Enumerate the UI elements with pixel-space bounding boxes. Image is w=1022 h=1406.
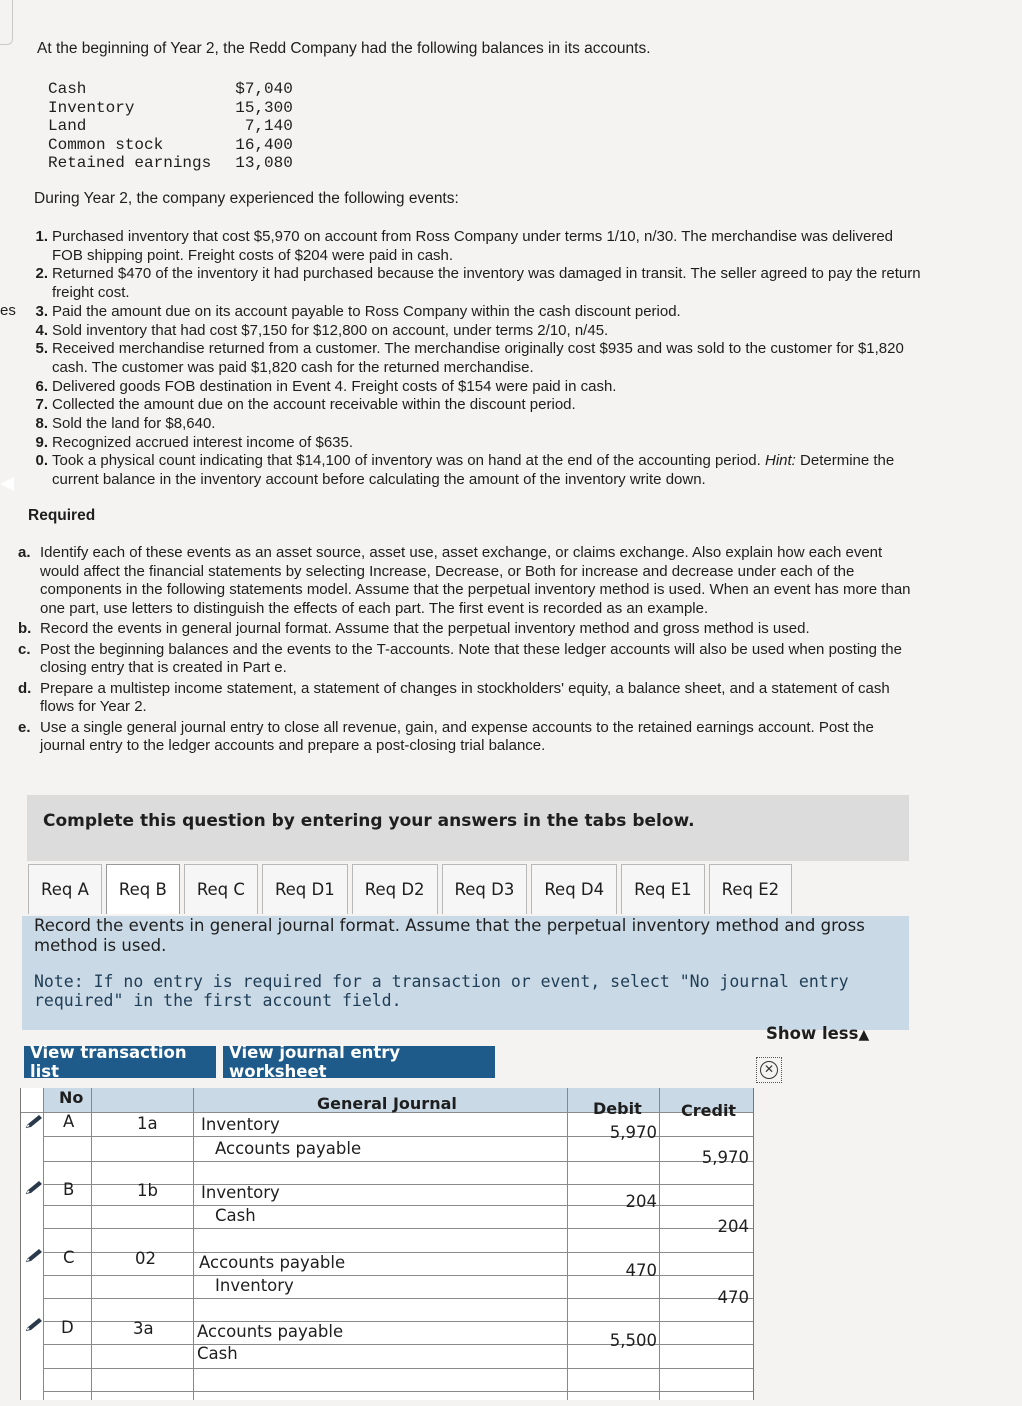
event-text: Returned $470 of the inventory it had purchased because the inventory was damaged in transit. The seller agreed to pay the return freight cost.: [52, 265, 921, 302]
event-item: [24, 452, 924, 489]
grid-line: [43, 1161, 753, 1162]
grid-line: [43, 1368, 753, 1369]
requirement-text: Use a single general journal entry to close all revenue, gain, and expense accounts to the retained earnings account. Post the journal entry to the ledger accounts and prepare a post-closing trial balance.: [40, 718, 874, 754]
balance-amount: 16,400: [235, 135, 293, 154]
view-journal-entry-worksheet-button[interactable]: View journal entry worksheet: [223, 1046, 495, 1078]
pencil-icon[interactable]: [24, 1248, 44, 1264]
balance-amount: $7,040: [235, 80, 293, 98]
tab-req-a[interactable]: Req A: [28, 864, 102, 914]
requirement-item: [18, 719, 918, 756]
event-item: [24, 378, 924, 397]
event-text-main: Took a physical count indicating that $14,100 of inventory was on hand at the end of the accounting period.: [52, 452, 761, 470]
header-debit: Debit: [593, 1099, 642, 1118]
balance-row: [48, 154, 293, 173]
grid-line: [43, 1088, 44, 1400]
credit-account[interactable]: Inventory: [215, 1276, 294, 1295]
entry-event: 1a: [137, 1114, 158, 1133]
requirement-item: [18, 544, 918, 618]
balance-row: [48, 80, 293, 99]
balance-account: Cash: [48, 80, 87, 98]
event-number: 2.: [35, 265, 48, 283]
debit-account[interactable]: Accounts payable: [199, 1253, 346, 1272]
credit-amount[interactable]: 470: [717, 1288, 749, 1307]
events-list: [24, 228, 924, 490]
event-text: Received merchandise returned from a customer. The merchandise originally cost $935 and was sold to the customer for $1,820 cash. The customer was paid $1,820 cash for the returned merchandise.: [52, 340, 904, 376]
event-number: 6.: [35, 377, 48, 395]
window-frame-corner: [0, 0, 13, 45]
debit-amount[interactable]: 5,970: [609, 1123, 657, 1142]
entry-no: A: [63, 1112, 75, 1131]
event-number: 7.: [35, 396, 48, 414]
entry-no: D: [61, 1318, 74, 1337]
event-text: Paid the amount due on its account payable to Ross Company within the cash discount period.: [52, 302, 681, 320]
beginning-balances-table: [48, 80, 293, 173]
pencil-icon[interactable]: [24, 1180, 44, 1196]
event-number: 8.: [35, 415, 48, 433]
debit-account[interactable]: Inventory: [201, 1115, 280, 1134]
event-number: 5.: [35, 340, 48, 358]
triangle-up-icon: ▲: [858, 1027, 870, 1043]
balance-account: Land: [48, 117, 87, 135]
view-transaction-list-button[interactable]: View transaction list: [24, 1046, 216, 1078]
requirement-text: Identify each of these events as an asset source, asset use, asset exchange, or claims exchange. Also explain how each event would affect the financial statements by selecting Increase, Decrease, or Both for increase and decrease under each of the components in the following statements model. Assume that the perpetual inventory method is used. When an event has more than one part, use letters to distinguish the effects of each part. The first event is recorded as an example.: [40, 544, 911, 617]
requirement-item: [18, 620, 918, 639]
requirement-letter: e.: [18, 718, 31, 736]
grid-line: [193, 1088, 194, 1400]
tab-req-d3[interactable]: Req D3: [442, 864, 528, 914]
header-general-journal: General Journal: [317, 1094, 457, 1113]
event-item: [24, 322, 924, 341]
header-credit: Credit: [681, 1101, 737, 1120]
pencil-icon[interactable]: [24, 1317, 44, 1333]
event-text: [52, 452, 924, 489]
credit-account[interactable]: Cash: [197, 1344, 238, 1363]
tab-req-e1[interactable]: Req E1: [621, 864, 705, 914]
balance-amount: 13,080: [235, 154, 293, 172]
instruction-note: Note: If no entry is required for a transaction or event, select "No journal entry required" in the first account field.: [34, 972, 849, 1010]
show-less-link[interactable]: [766, 1024, 869, 1043]
event-item: [24, 340, 924, 377]
requirement-text: Post the beginning balances and the events to the T-accounts. Note that these ledger accounts will also be used when posting the closing entry that is created in Part e.: [40, 640, 902, 676]
event-text: Delivered goods FOB destination in Event 4. Freight costs of $154 were paid in cash.: [52, 377, 617, 395]
event-text: Recognized accrued interest income of $635.: [52, 433, 354, 451]
instruction-text: Record the events in general journal format. Assume that the perpetual inventory method and gross method is used.: [34, 916, 865, 955]
pencil-icon[interactable]: [24, 1114, 44, 1130]
balance-row: [48, 99, 293, 118]
requirements-list: [18, 544, 918, 758]
grid-line: [659, 1088, 660, 1400]
requirement-text: Record the events in general journal format. Assume that the perpetual inventory method and gross method is used.: [40, 620, 810, 637]
instruction-panel: [22, 916, 909, 1030]
show-less-label: Show less: [766, 1024, 859, 1043]
side-clipped-text: es: [0, 302, 16, 319]
credit-amount[interactable]: 5,970: [701, 1148, 749, 1167]
event-item: [24, 228, 924, 265]
entry-no: C: [63, 1248, 75, 1267]
hint-text: Determine the current balance in the inventory account before calculating the amount of the inventory write down.: [52, 452, 895, 489]
debit-account[interactable]: Accounts payable: [197, 1322, 344, 1341]
debit-amount[interactable]: 204: [625, 1192, 657, 1211]
requirement-text: Prepare a multistep income statement, a statement of changes in stockholders' equity, a balance sheet, and a statement of cash flows for Year 2.: [40, 679, 890, 715]
credit-amount[interactable]: 204: [717, 1217, 749, 1236]
event-item: [24, 434, 924, 453]
entry-no: B: [63, 1180, 75, 1199]
tab-req-b[interactable]: Req B: [106, 864, 180, 914]
general-journal-table: [20, 1088, 754, 1400]
credit-account[interactable]: Accounts payable: [215, 1139, 362, 1158]
debit-amount[interactable]: 470: [625, 1261, 657, 1280]
left-arrow-icon: [0, 477, 14, 491]
event-item: [24, 396, 924, 415]
event-number: 4.: [35, 321, 48, 339]
balance-account: Inventory: [48, 98, 135, 117]
entry-event: 3a: [133, 1319, 154, 1338]
event-text: Sold inventory that had cost $7,150 for $12,800 on account, under terms 2/10, n/45.: [52, 321, 609, 339]
entry-event: 1b: [137, 1181, 158, 1200]
complete-question-banner: [27, 795, 909, 861]
tab-req-e2[interactable]: Req E2: [709, 864, 793, 914]
event-item: [24, 265, 924, 302]
event-text: Collected the amount due on the account receivable within the discount period.: [52, 396, 576, 414]
grid-line: [567, 1088, 568, 1400]
balance-row: [48, 117, 293, 136]
entry-event: 02: [135, 1249, 156, 1268]
hint-label: Hint:: [765, 452, 796, 470]
requirement-letter: a.: [18, 544, 31, 561]
event-text: Sold the land for $8,640.: [52, 415, 216, 433]
balance-amount: 7,140: [244, 117, 293, 135]
event-number: 0.: [35, 452, 48, 470]
tab-req-d2[interactable]: Req D2: [352, 864, 438, 914]
requirement-letter: d.: [18, 679, 32, 697]
requirement-letter: b.: [18, 620, 32, 637]
grid-line: [43, 1228, 753, 1229]
complete-question-text: Complete this question by entering your answers in the tabs below.: [43, 811, 695, 831]
balance-account: Common stock: [48, 135, 164, 154]
requirement-letter: c.: [18, 640, 31, 658]
tab-req-d4[interactable]: Req D4: [531, 864, 617, 914]
event-number: 3.: [35, 302, 48, 320]
requirement-item: [18, 680, 918, 717]
event-item: [24, 415, 924, 434]
tab-req-d1[interactable]: Req D1: [262, 864, 348, 914]
credit-account[interactable]: Cash: [215, 1206, 256, 1225]
intro-text: At the beginning of Year 2, the Redd Company had the following balances in its accounts.: [37, 40, 651, 57]
debit-account[interactable]: Inventory: [201, 1183, 280, 1202]
event-item: [24, 303, 924, 322]
balance-amount: 15,300: [235, 98, 293, 117]
event-text: Purchased inventory that cost $5,970 on account from Ross Company under terms 1/10, n/30. The merchandise was delivered FOB shipping point. Freight costs of $204 were paid in cash.: [52, 228, 894, 264]
balance-row: [48, 136, 293, 155]
tab-req-c[interactable]: Req C: [184, 864, 258, 914]
debit-amount[interactable]: 5,500: [609, 1331, 657, 1350]
grid-line: [43, 1391, 753, 1392]
requirement-tabs: [28, 860, 796, 916]
balance-account: Retained earnings: [48, 154, 212, 172]
grid-line: [91, 1088, 92, 1400]
header-no: No: [59, 1088, 84, 1107]
events-intro: During Year 2, the company experienced the following events:: [34, 190, 459, 207]
event-number: 1.: [35, 228, 48, 245]
requirement-item: [18, 641, 918, 678]
grid-line: [43, 1298, 753, 1299]
close-icon[interactable]: ✕: [756, 1057, 782, 1083]
required-heading: Required: [28, 507, 96, 524]
event-number: 9.: [35, 433, 48, 451]
